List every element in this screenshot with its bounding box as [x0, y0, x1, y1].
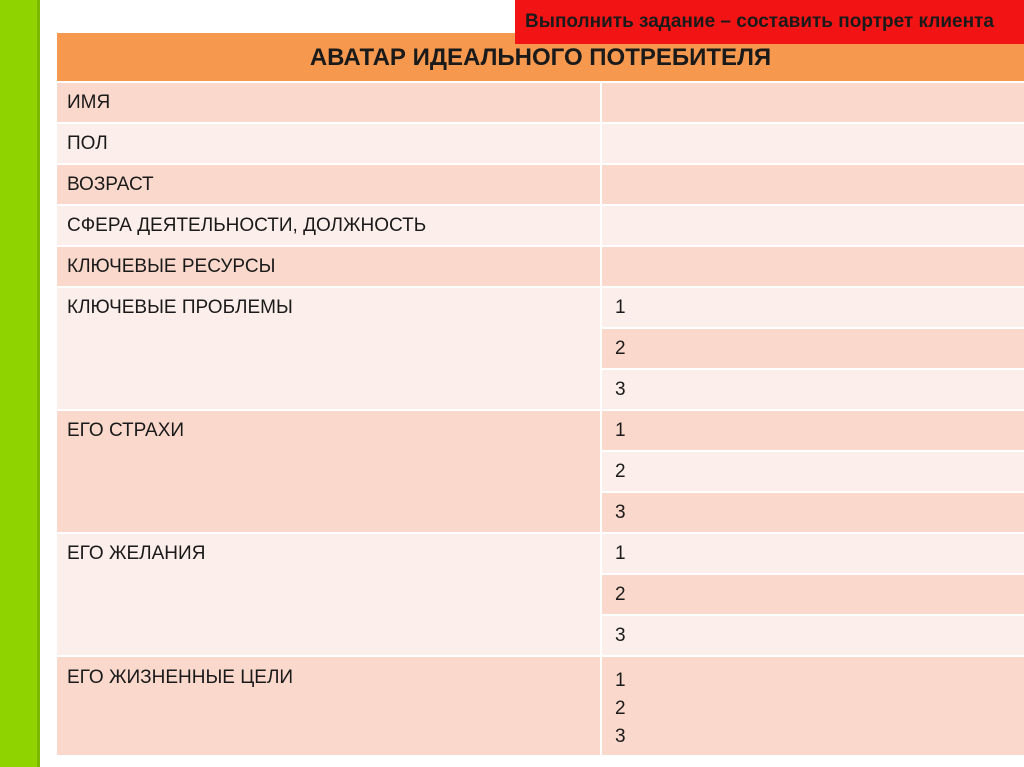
label-name: ИМЯ	[56, 82, 601, 123]
value-age[interactable]	[601, 164, 1024, 205]
value-gender[interactable]	[601, 123, 1024, 164]
value-problem-1[interactable]: 1	[601, 287, 1024, 328]
table-row-goals	[56, 656, 1024, 756]
value-desire-1[interactable]: 1	[601, 533, 1024, 574]
value-fear-3[interactable]: 3	[601, 492, 1024, 533]
table-row-occupation	[56, 205, 1024, 246]
left-accent-shade	[37, 0, 40, 767]
value-goals[interactable]	[601, 656, 1024, 756]
table-row-resources	[56, 246, 1024, 287]
value-goal-3: 3	[615, 726, 626, 747]
label-fears: ЕГО СТРАХИ	[56, 410, 601, 533]
value-problem-2[interactable]: 2	[601, 328, 1024, 369]
table-row-name	[56, 82, 1024, 123]
label-problems: КЛЮЧЕВЫЕ ПРОБЛЕМЫ	[56, 287, 601, 410]
table-title: АВАТАР ИДЕАЛЬНОГО ПОТРЕБИТЕЛЯ	[56, 32, 1024, 82]
value-name[interactable]	[601, 82, 1024, 123]
value-desire-2[interactable]: 2	[601, 574, 1024, 615]
value-resources[interactable]	[601, 246, 1024, 287]
value-desire-3[interactable]: 3	[601, 615, 1024, 656]
label-gender: ПОЛ	[56, 123, 601, 164]
table-row-age	[56, 164, 1024, 205]
label-desires: ЕГО ЖЕЛАНИЯ	[56, 533, 601, 656]
table-row-fears-1	[56, 410, 1024, 451]
left-accent-bar	[0, 0, 40, 767]
value-occupation[interactable]	[601, 205, 1024, 246]
task-banner: Выполнить задание – составить портрет клиента	[515, 0, 1024, 44]
label-age: ВОЗРАСТ	[56, 164, 601, 205]
value-goal-2: 2	[615, 698, 626, 719]
value-fear-2[interactable]: 2	[601, 451, 1024, 492]
value-fear-1[interactable]: 1	[601, 410, 1024, 451]
label-goals: ЕГО ЖИЗНЕННЫЕ ЦЕЛИ	[56, 656, 601, 756]
value-goal-1: 1	[615, 670, 626, 691]
table-row-desires-1	[56, 533, 1024, 574]
label-occupation: СФЕРА ДЕЯТЕЛЬНОСТИ, ДОЛЖНОСТЬ	[56, 205, 601, 246]
table-row-gender	[56, 123, 1024, 164]
value-problem-3[interactable]: 3	[601, 369, 1024, 410]
table-row-problems-1	[56, 287, 1024, 328]
avatar-table	[55, 31, 1024, 757]
label-resources: КЛЮЧЕВЫЕ РЕСУРСЫ	[56, 246, 601, 287]
